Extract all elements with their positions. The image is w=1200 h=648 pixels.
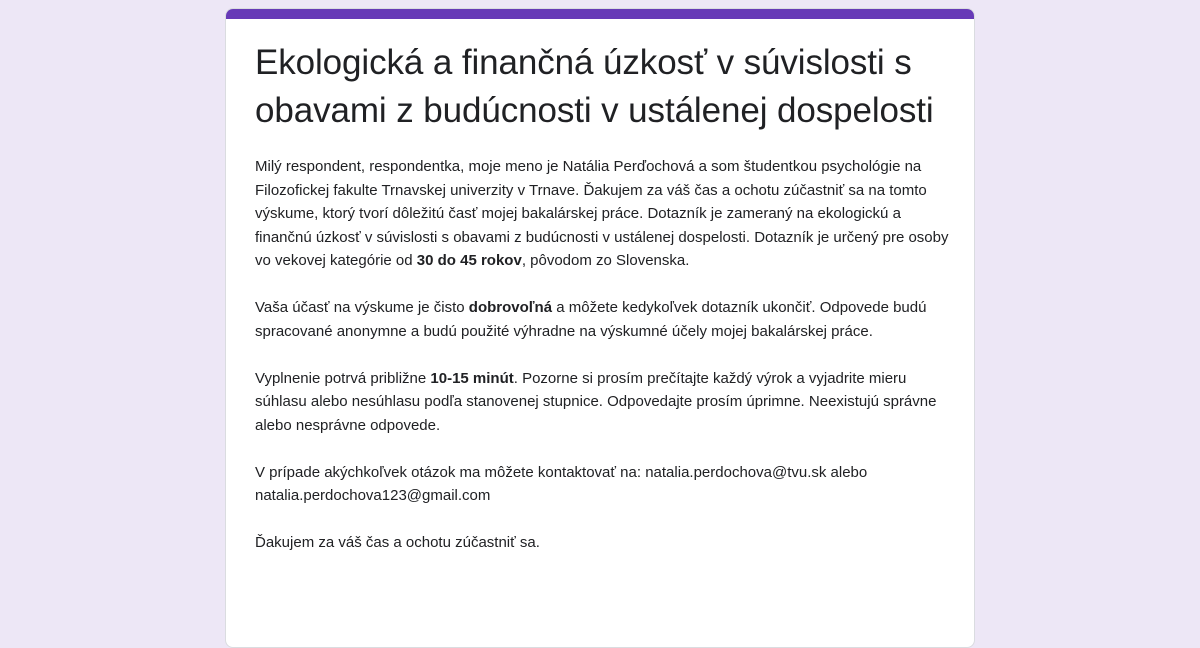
intro-age-range: 30 do 45 rokov — [416, 252, 522, 269]
thanks-text: Ďakujem za váš čas a ochotu zúčastniť sa. — [255, 534, 540, 551]
form-header-body — [255, 39, 950, 578]
duration-bold: 10-15 minút — [430, 369, 514, 387]
description-paragraph-voluntary — [255, 296, 950, 343]
duration-text-1: Vyplnenie potrvá približne — [255, 369, 431, 387]
form-header-card — [225, 8, 975, 648]
intro-text-1: Milý respondent, respondentka, moje meno je Natália Perďochová a som študentkou psychológie na Filozofickej fakulte Trnavskej univerzity v Trnave. Ďakujem za váš čas a ochotu zúčastniť sa na tomto výskume, ktorý tvorí dôležitú časť mojej bakalárskej práce. Dotazník je zameraný na ekologickú a finančnú úzkosť v súvislosti s obavami z budúcnosti v ustálenej dospelosti. Dotazník je určený pre osoby vo vekovej kategórie od — [255, 158, 949, 269]
description-paragraph-intro — [255, 155, 950, 273]
form-title: Ekologická a finančná úzkosť v súvislosti s obavami z budúcnosti v ustálenej dospelosti — [255, 43, 934, 130]
voluntary-text-2: a môžete kedykoľvek dotazník ukončiť. Odpovede budú spracované anonymne a budú použité výhradne na výskumné účely mojej bakalárskej práce. — [255, 299, 927, 340]
intro-text-2: , pôvodom zo Slovenska. — [521, 252, 690, 269]
description-paragraph-duration — [255, 367, 950, 438]
form-description — [255, 155, 950, 555]
voluntary-bold: dobrovoľná — [468, 299, 553, 316]
form-accent-bar — [226, 9, 974, 19]
description-paragraph-contact — [255, 461, 950, 508]
duration-text-2: . Pozorne si prosím prečítajte každý výrok a vyjadrite mieru súhlasu alebo nesúhlasu podľa stanovenej stupnice. Odpovedajte prosím úprimne. Neexistujú správne alebo nesprávne odpovede. — [255, 369, 937, 434]
contact-text: V prípade akýchkoľvek otázok ma môžete kontaktovať na: natalia.perdochova@tvu.sk alebo natalia.perdochova123@gmail.com — [255, 463, 868, 504]
voluntary-text-1: Vaša účasť na výskume je čisto — [255, 299, 469, 316]
description-paragraph-thanks — [255, 531, 950, 555]
